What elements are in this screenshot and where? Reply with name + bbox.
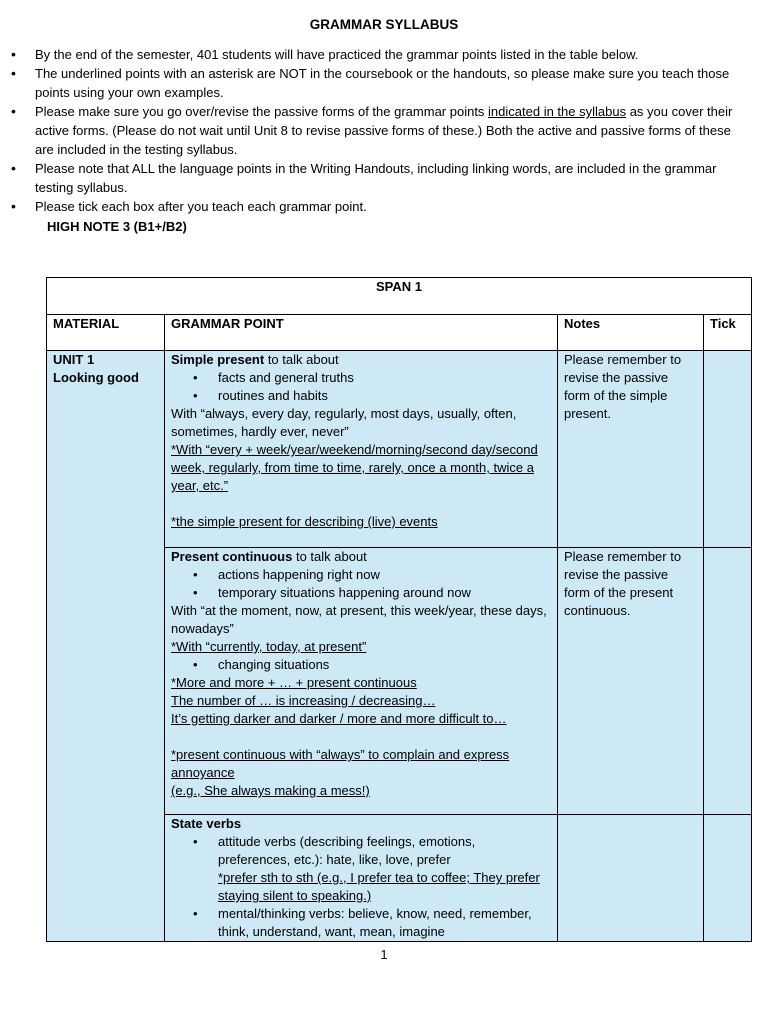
unit-number: UNIT 1 (53, 352, 95, 367)
syllabus-table (46, 277, 752, 942)
example: (e.g., She always making a mess!) (171, 783, 370, 798)
span-label: SPAN 1 (47, 278, 752, 315)
extra-point: The number of … is increasing / decreasing… (171, 693, 436, 708)
grammar-cell: Simple present to talk about • facts and general truths • routines and habits With “always, every day, regularly, most days, usually, often, sometimes, hardly ever, never” *With “every + week/year/weekend/morning/second day/second week, regularly, from time to time, rarely, once a month, twice a year, etc.” *the simple present for describing (live) events (165, 351, 558, 548)
header-material: MATERIAL (47, 315, 165, 351)
grammar-heading: Simple present (171, 352, 265, 367)
intro-item: • Please make sure you go over/revise the passive forms of the grammar points indicated in the syllabus as you cover their active forms. (Please do not wait until Unit 8 to revise passive forms of these.) Both the active and passive forms of these are included in the testing syllabus. (0, 102, 740, 159)
grammar-heading: Present continuous (171, 549, 293, 564)
list-item: • changing situations (171, 656, 551, 674)
list-item: • facts and general truths (171, 369, 551, 387)
list-item: • attitude verbs (describing feelings, emotions, preferences, etc.): hate, like, love, prefer *prefer sth to sth (e.g., I prefer tea to coffee; They prefer staying silent to speaking.) (171, 833, 551, 905)
intro-item: • Please note that ALL the language points in the Writing Handouts, including linking words, are included in the grammar testing syllabus. (0, 159, 740, 197)
grammar-cell (165, 815, 558, 942)
intro-list (0, 45, 740, 216)
grammar-heading: State verbs (171, 816, 242, 831)
course-subheading: HIGH NOTE 3 (B1+/B2) (47, 219, 187, 234)
extra-point: *prefer sth to sth (e.g., I prefer tea to coffee; They prefer staying silent to speaking.) (218, 870, 540, 903)
notes-cell (558, 815, 704, 942)
underlined-text: indicated in the syllabus (488, 104, 627, 119)
intro-item: • By the end of the semester, 401 students will have practiced the grammar points listed in the table below. (0, 45, 740, 64)
unit-title: Looking good (53, 370, 139, 385)
grammar-cell: Present continuous to talk about • actions happening right now • temporary situations happening around now With “at the moment, now, at present, this week/year, these days, nowadays” *With “currently, today, at present” • changing situations *More and more + … + present continuous The number of … is increasing / decreasing… It’s getting darker and darker / more and more difficult to… *present continuous with “always” to complain and express annoyance (e.g., She always making a mess!) (165, 548, 558, 815)
header-tick: Tick (704, 315, 752, 351)
page-title: GRAMMAR SYLLABUS (309, 17, 459, 32)
header-row (47, 315, 752, 351)
extra-point: *present continuous with “always” to complain and express annoyance (171, 747, 510, 780)
extra-point: *the simple present for describing (live) events (171, 514, 438, 529)
time-expressions: With “at the moment, now, at present, this week/year, these days, nowadays” (171, 603, 547, 636)
tick-box[interactable] (704, 548, 752, 815)
time-expressions: With “always, every day, regularly, most days, usually, often, sometimes, hardly ever, never” (171, 406, 517, 439)
extra-point: It’s getting darker and darker / more and more difficult to… (171, 711, 507, 726)
notes-cell: Please remember to revise the passive form of the simple present. (558, 351, 704, 548)
extra-point: *With “every + week/year/weekend/morning/second day/second week, regularly, from time to time, rarely, once a month, twice a year, etc.” (171, 442, 538, 493)
tick-box[interactable] (704, 351, 752, 548)
notes-cell: Please remember to revise the passive form of the present continuous. (558, 548, 704, 815)
list-item: • routines and habits (171, 387, 551, 405)
intro-item: • The underlined points with an asterisk are NOT in the coursebook or the handouts, so please make sure you teach those points using your own examples. (0, 64, 740, 102)
header-grammar-point: GRAMMAR POINT (165, 315, 558, 351)
header-notes: Notes (558, 315, 704, 351)
material-cell (47, 351, 165, 942)
list-item: • mental/thinking verbs: believe, know, need, remember, think, understand, want, mean, imagine (171, 905, 551, 941)
extra-point: *More and more + … + present continuous (171, 675, 417, 690)
span-row (47, 278, 752, 315)
extra-point: *With “currently, today, at present” (171, 639, 367, 654)
table-row (47, 351, 752, 548)
intro-item: • Please tick each box after you teach each grammar point. (0, 197, 740, 216)
list-item: • actions happening right now (171, 566, 551, 584)
tick-box[interactable] (704, 815, 752, 942)
list-item: • temporary situations happening around now (171, 584, 551, 602)
page-number: 1 (380, 947, 388, 962)
